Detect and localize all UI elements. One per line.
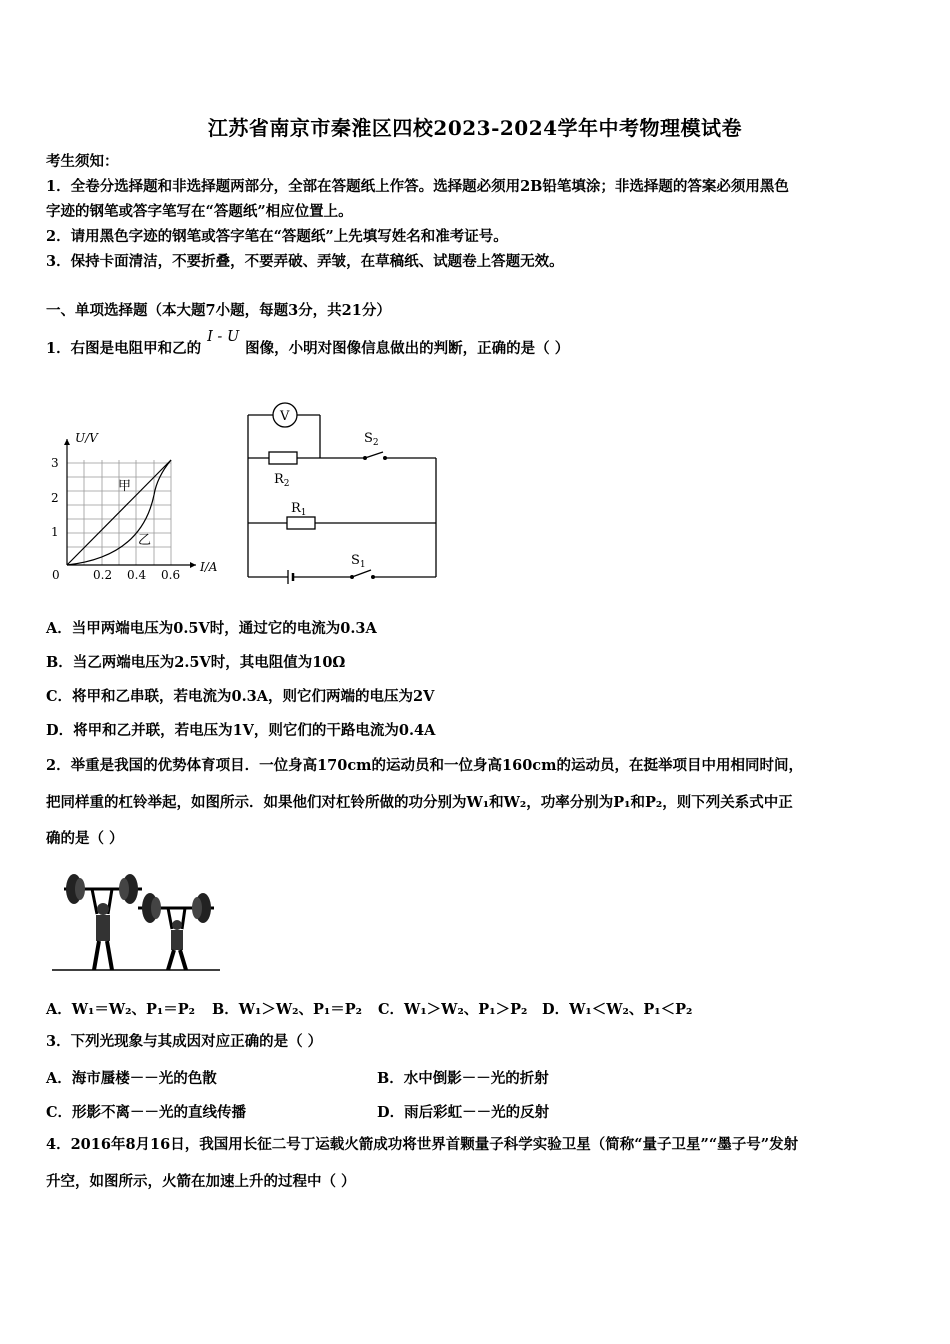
question-4-stem: 升空，如图所示，火箭在加速上升的过程中（ ） bbox=[46, 1173, 356, 1190]
q1-option-c: C．将甲和乙串联，若电流为0.3A，则它们两端的电压为2V bbox=[46, 688, 435, 705]
resistor-r1 bbox=[287, 517, 315, 529]
question-2-stem: 把同样重的杠铃举起，如图所示．如果他们对杠铃所做的功分别为W₁和W₂，功率分别为P₁和P₂，则下列关系式中正 bbox=[46, 794, 793, 811]
x-tick-label: 0 bbox=[52, 568, 60, 582]
s2-label: $S_2$ bbox=[364, 431, 379, 448]
y-axis-label: U/V bbox=[75, 431, 98, 445]
notice-item: 1．全卷分选择题和非选择题两部分，全部在答题纸上作答。选择题必须用2B铅笔填涂；非选择题的答案必须用黑色 bbox=[46, 178, 789, 195]
circuit-diagram bbox=[240, 400, 445, 585]
x-tick-label: 0.2 bbox=[93, 568, 113, 582]
q1-option-a: A．当甲两端电压为0.5V时，通过它的电流为0.3A bbox=[46, 620, 377, 637]
q2-option-d: D．W₁＜W₂、P₁＜P₂ bbox=[542, 1001, 693, 1018]
notice-heading: 考生须知： bbox=[46, 153, 119, 170]
q3-option-d: D．雨后彩虹－－光的反射 bbox=[377, 1104, 550, 1121]
y-tick-label: 2 bbox=[51, 491, 59, 505]
q2-option-b: B．W₁＞W₂、P₁＝P₂ bbox=[212, 1001, 363, 1018]
iu-graph bbox=[46, 425, 231, 585]
question-1-stem bbox=[46, 329, 914, 359]
notice-item: 3．保持卡面清洁，不要折叠，不要弄破、弄皱，在草稿纸、试题卷上答题无效。 bbox=[46, 253, 564, 270]
q2-option-c: C．W₁＞W₂、P₁＞P₂ bbox=[378, 1001, 528, 1018]
curve-yi-label: 乙 bbox=[138, 533, 152, 548]
x-tick-label: 0.4 bbox=[127, 568, 147, 582]
curve-jia-label: 甲 bbox=[118, 479, 132, 494]
question-2-stem: 确的是（ ） bbox=[46, 830, 124, 847]
section-heading: 一、单项选择题（本大题7小题，每题3分，共21分） bbox=[46, 302, 391, 319]
q1-stem-post: 图像，小明对图像信息做出的判断，正确的是（ ） bbox=[245, 340, 570, 357]
q3-option-a: A．海市蜃楼－－光的色散 bbox=[46, 1070, 217, 1087]
q2-option-a: A．W₁＝W₂、P₁＝P₂ bbox=[46, 1001, 196, 1018]
page-title: 江苏省南京市秦淮区四校2023-2024学年中考物理模试卷 bbox=[207, 116, 743, 140]
switch-s2 bbox=[365, 452, 383, 458]
q3-option-c: C．形影不离－－光的直线传播 bbox=[46, 1104, 247, 1121]
lifter-short bbox=[138, 893, 214, 970]
r2-label: $R_2$ bbox=[274, 472, 290, 489]
iu-symbol: I - U bbox=[207, 329, 240, 345]
q1-option-d: D．将甲和乙并联，若电压为1V，则它们的干路电流为0.4A bbox=[46, 722, 436, 739]
q3-option-b: B．水中倒影－－光的折射 bbox=[377, 1070, 549, 1087]
notice-item: 字迹的钢笔或答字笔写在“答题纸”相应位置上。 bbox=[46, 203, 353, 220]
x-tick-label: 0.6 bbox=[161, 568, 181, 582]
voltmeter-label: V bbox=[280, 409, 290, 424]
resistor-r2 bbox=[269, 452, 297, 464]
notice-item: 2．请用黑色字迹的钢笔或答字笔在“答题纸”上先填写姓名和准考证号。 bbox=[46, 228, 508, 245]
y-tick-label: 3 bbox=[51, 456, 59, 470]
s1-label: $S_1$ bbox=[351, 553, 366, 570]
x-axis-label: I/A bbox=[200, 560, 218, 574]
q1-option-b: B．当乙两端电压为2.5V时，其电阻值为10Ω bbox=[46, 654, 346, 671]
q1-stem-pre: 1．右图是电阻甲和乙的 bbox=[46, 340, 202, 357]
y-tick-label: 1 bbox=[51, 525, 59, 539]
weightlifters-figure bbox=[50, 868, 225, 976]
question-2-stem: 2．举重是我国的优势体育项目．一位身高170cm的运动员和一位身高160cm的运动员，在挺举项目中用相同时间， bbox=[46, 757, 803, 774]
r1-label: $R_1$ bbox=[291, 501, 307, 518]
question-4-stem: 4．2016年8月16日，我国用长征二号丁运载火箭成功将世界首颗量子科学实验卫星（简称“量子卫星”“墨子号”发射 bbox=[46, 1136, 799, 1153]
question-3-stem: 3．下列光现象与其成因对应正确的是（ ） bbox=[46, 1033, 323, 1050]
switch-s1 bbox=[352, 570, 371, 577]
lifter-tall bbox=[64, 874, 142, 970]
